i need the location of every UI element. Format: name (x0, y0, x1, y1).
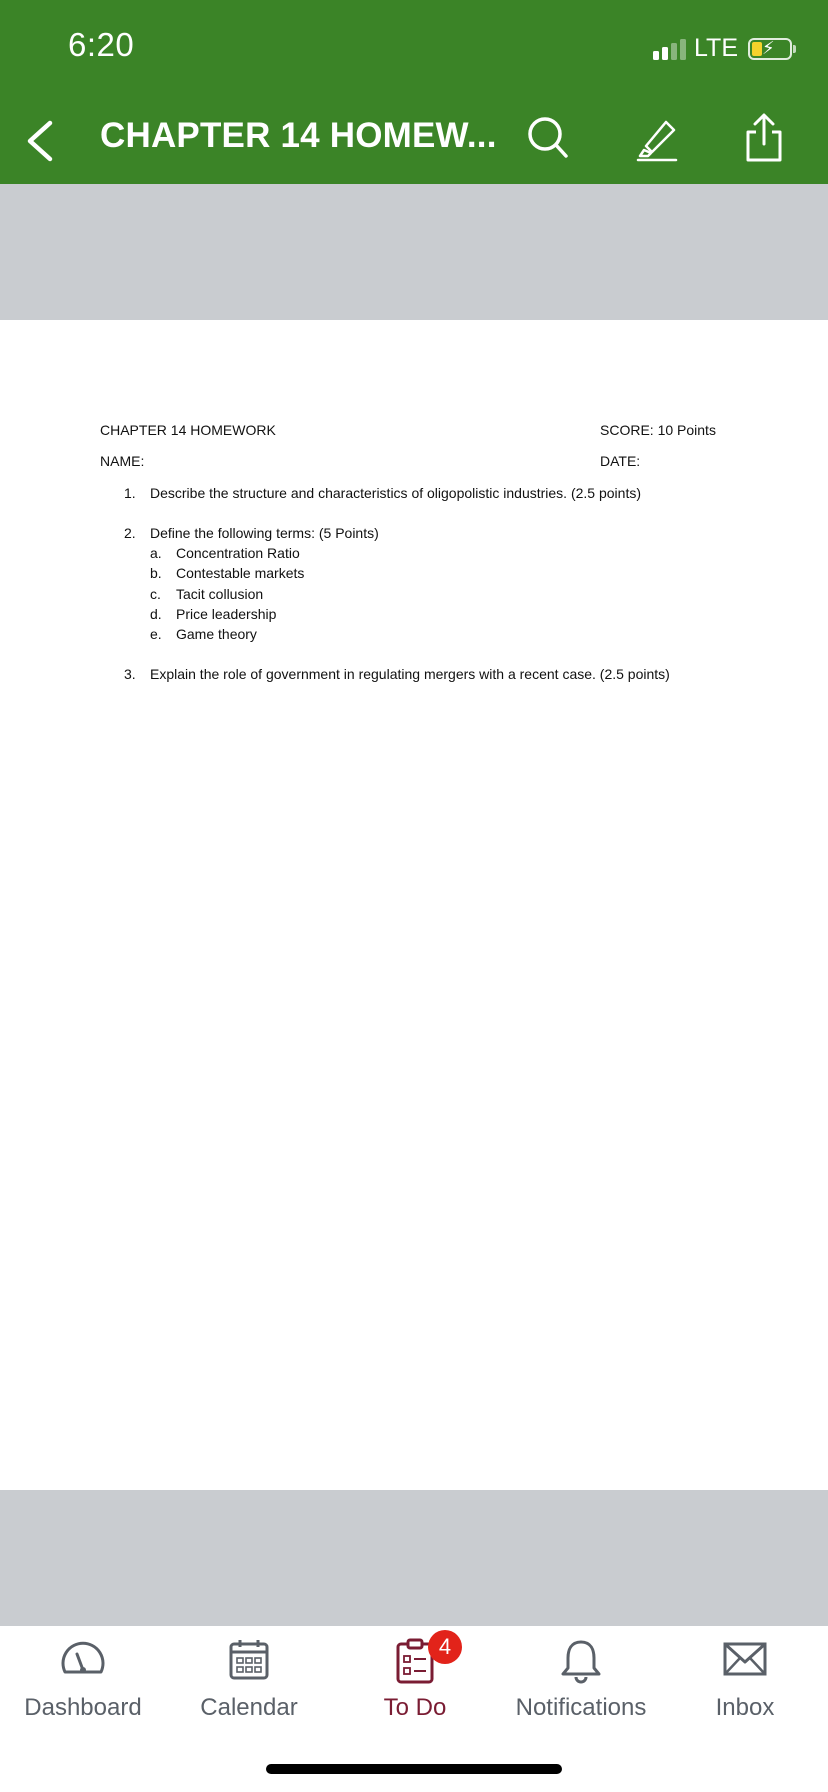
tab-inbox[interactable] (662, 1626, 828, 1746)
tab-label: Notifications (515, 1694, 647, 1721)
list-item: e. Game theory (150, 626, 257, 642)
question-text: Describe the structure and characteristics of oligopolistic industries. (2.5 points) (150, 485, 641, 501)
highlighter-icon (632, 112, 680, 164)
annotate-button[interactable] (632, 112, 680, 164)
doc-score: SCORE: 10 Points (600, 422, 716, 438)
name-label: NAME: (100, 453, 145, 469)
question-text: Define the following terms: (5 Points) (150, 525, 379, 541)
tab-label: To Do (383, 1694, 447, 1721)
tab-label: Inbox (715, 1694, 775, 1721)
doc-heading: CHAPTER 14 HOMEWORK (100, 422, 276, 438)
dashboard-icon (57, 1638, 109, 1678)
app-header (0, 0, 828, 184)
share-button[interactable] (740, 112, 788, 164)
signal-icon (653, 38, 686, 60)
search-button[interactable] (524, 112, 572, 164)
chevron-left-icon (22, 118, 62, 164)
tab-todo[interactable] (332, 1626, 498, 1746)
status-indicators (653, 34, 792, 63)
network-type: LTE (694, 34, 738, 62)
tab-notifications[interactable] (498, 1626, 664, 1746)
share-icon (740, 112, 788, 164)
bell-icon (559, 1638, 603, 1684)
status-time: 6:20 (68, 26, 135, 63)
question-3 (124, 666, 670, 682)
question-1 (124, 485, 641, 501)
search-icon (524, 112, 572, 164)
page-title: CHAPTER 14 HOMEW... (100, 116, 497, 155)
tab-calendar[interactable] (166, 1626, 332, 1746)
list-item: a. Concentration Ratio (150, 545, 300, 561)
calendar-icon (228, 1638, 270, 1682)
question-2 (124, 525, 379, 541)
question-number: 2. (124, 525, 136, 541)
mail-icon (722, 1638, 768, 1678)
document-page[interactable] (0, 320, 828, 1490)
todo-count-badge: 4 (428, 1630, 462, 1664)
tab-label: Calendar (200, 1694, 298, 1721)
home-indicator (266, 1764, 562, 1774)
tab-label: Dashboard (24, 1694, 142, 1721)
tab-bar (0, 1626, 828, 1792)
date-label: DATE: (600, 453, 641, 469)
list-item: b. Contestable markets (150, 565, 305, 581)
tab-dashboard[interactable] (0, 1626, 166, 1746)
question-number: 1. (124, 485, 136, 501)
battery-icon: ⚡ (748, 38, 792, 60)
list-item: d. Price leadership (150, 606, 277, 622)
question-number: 3. (124, 666, 136, 682)
list-item: c. Tacit collusion (150, 586, 264, 602)
question-text: Explain the role of government in regulating mergers with a recent case. (2.5 points) (150, 666, 670, 682)
back-button[interactable] (22, 118, 62, 164)
